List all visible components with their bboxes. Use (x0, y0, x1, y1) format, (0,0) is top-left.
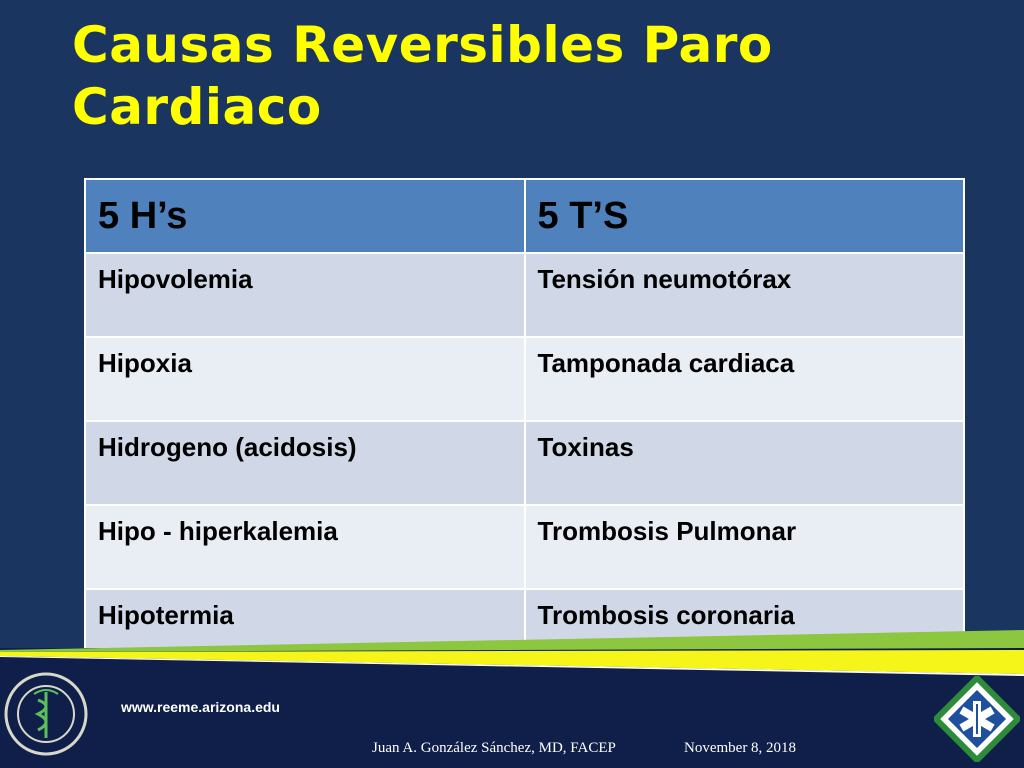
h-cause: Hipoxia (85, 337, 525, 421)
h-cause: Hipotermia (85, 589, 525, 673)
t-cause: Tensión neumotórax (525, 253, 965, 337)
h-cause: Hipovolemia (85, 253, 525, 337)
website-url: www.reeme.arizona.edu (121, 699, 280, 715)
table-row (85, 337, 964, 421)
header-5-hs: 5 H’s (85, 179, 525, 253)
presentation-date: November 8, 2018 (684, 740, 797, 756)
header-5-ts: 5 T’S (525, 179, 965, 253)
yellow-stripe (0, 650, 1024, 674)
h-cause: Hidrogeno (acidosis) (85, 421, 525, 505)
table-row (85, 505, 964, 589)
causes-table (84, 178, 965, 674)
footer-stripes (0, 628, 1024, 678)
t-cause: Trombosis coronaria (525, 589, 965, 673)
t-cause: Tamponada cardiaca (525, 337, 965, 421)
slide-title: Causas Reversibles Paro Cardiaco (72, 16, 773, 136)
table-row (85, 421, 964, 505)
emergency-medicine-star-of-life-icon (934, 676, 1020, 766)
author-credit: Juan A. González Sánchez, MD, FACEP (372, 740, 616, 756)
medical-school-seal-icon (4, 668, 88, 764)
table-row (85, 253, 964, 337)
t-cause: Trombosis Pulmonar (525, 505, 965, 589)
table-header-row (85, 179, 964, 253)
t-cause: Toxinas (525, 421, 965, 505)
green-stripe (0, 630, 1024, 652)
h-cause: Hipo - hiperkalemia (85, 505, 525, 589)
